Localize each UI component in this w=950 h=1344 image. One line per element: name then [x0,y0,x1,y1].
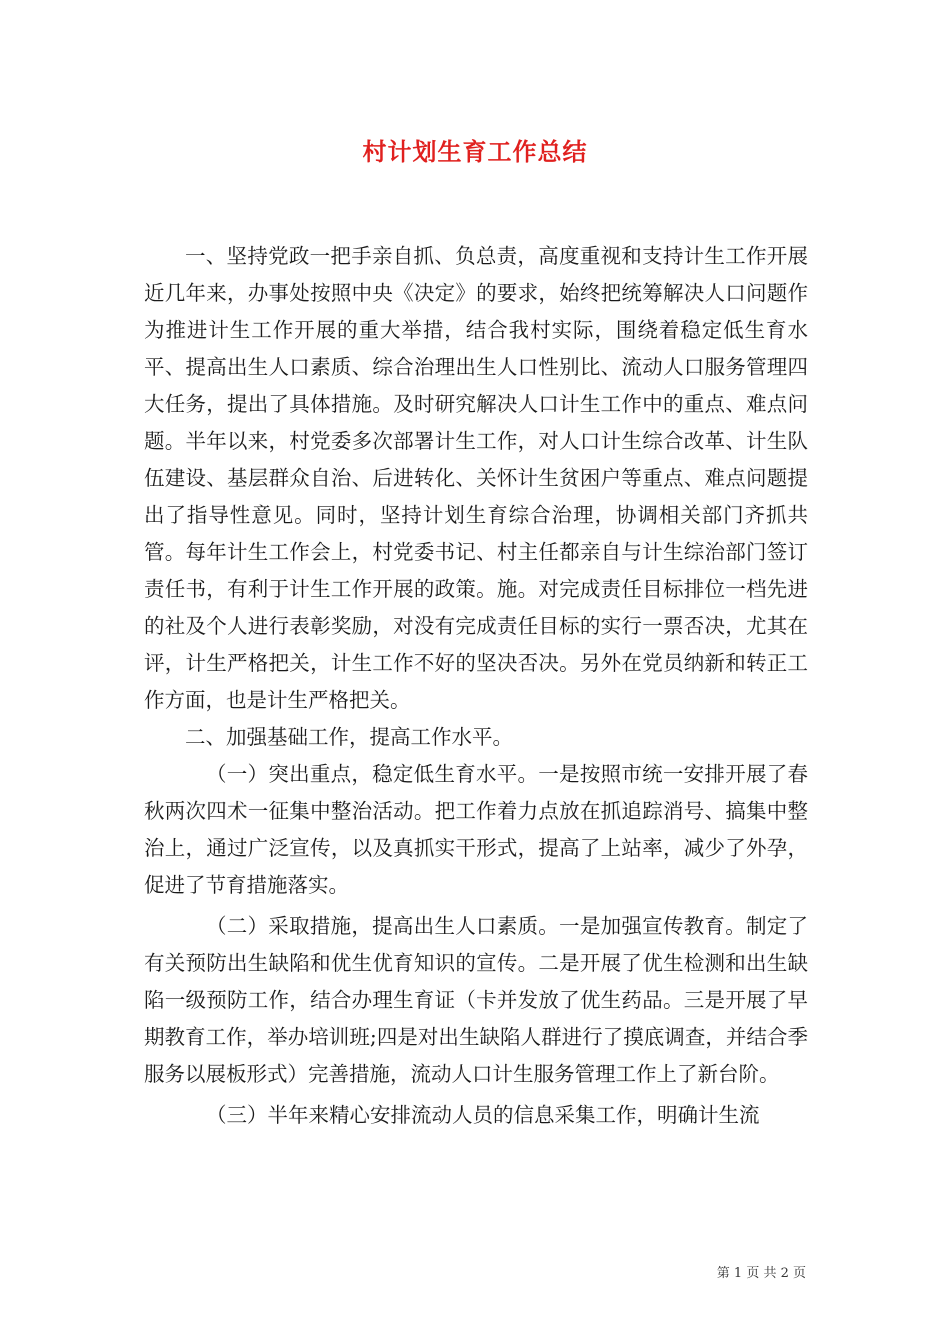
paragraph-3: （一）突出重点，稳定低生育水平。一是按照市统一安排开展了春秋两次四术一征集中整治活动。把工作着力点放在抓追踪消号、搞集中整治上，通过广泛宣传，以及真抓实干形式，提高了上站率，减少了外孕，促进了节育措施落实。 [144,762,808,897]
document-body [144,238,808,1134]
paragraph-5: （三）半年来精心安排流动人员的信息采集工作，明确计生流 [206,1103,760,1127]
paragraph-2: 二、加强基础工作，提高工作水平。 [185,725,513,749]
document-title: 村计划生育工作总结 [362,137,588,166]
page-number-footer: 第 1 页 共 2 页 [716,1266,806,1281]
paragraph-4: （二）采取措施，提高出生人口素质。一是加强宣传教育。制定了有关预防出生缺陷和优生优育知识的宣传。二是开展了优生检测和出生缺陷一级预防工作，结合办理生育证（卡并发放了优生药品。三是开展了早期教育工作，举办培训班;四是对出生缺陷人群进行了摸底调查，并结合季服务以展板形式）完善措施，流动人口计生服务管理工作上了新台阶。 [144,914,808,1086]
paragraph-1: 一、坚持党政一把手亲自抓、负总责，高度重视和支持计生工作开展近几年来，办事处按照中央《决定》的要求，始终把统筹解决人口问题作为推进计生工作开展的重大举措，结合我村实际，围绕着稳定低生育水平、提高出生人口素质、综合治理出生人口性别比、流动人口服务管理四大任务，提出了具体措施。及时研究解决人口计生工作中的重点、难点问题。半年以来，村党委多次部署计生工作，对人口计生综合改革、计生队伍建设、基层群众自治、后进转化、关怀计生贫困户等重点、难点问题提出了指导性意见。同时，坚持计划生育综合治理，协调相关部门齐抓共管。每年计生工作会上，村党委书记、村主任都亲自与计生综治部门签订责任书，有利于计生工作开展的政策。施。对完成责任目标排位一档先进的社及个人进行表彰奖励，对没有完成责任目标的实行一票否决，尤其在评，计生严格把关，计生工作不好的坚决否决。另外在党员纳新和转正工作方面，也是计生严格把关。 [144,244,808,712]
